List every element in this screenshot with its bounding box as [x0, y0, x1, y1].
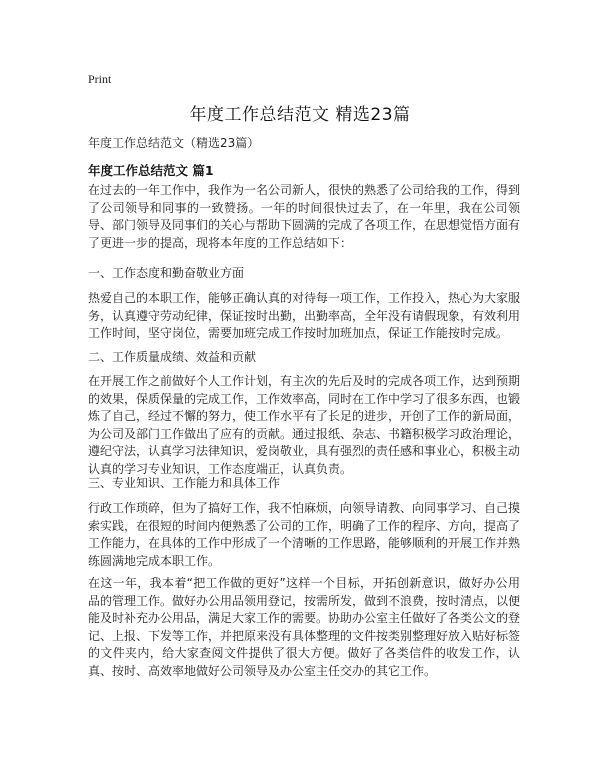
print-link[interactable]: Print [88, 72, 112, 86]
paragraph-skills: 行政工作琐碎，但为了搞好工作，我不怕麻烦，向领导请教、向同事学习、自己摸索实践，在很短的时间内便熟悉了公司的工作，明确了工作的程序、方向，提高了工作能力，在具体的工作中形成了一个清晰的工作思路，能够顺利的开展工作并熟练圆满地完成本职工作。 [88, 501, 521, 568]
paragraph-office-work: 在这一年，我本着“把工作做的更好”这样一个目标，开拓创新意识，做好办公用品的管理工作。做好办公用品领用登记，按需所发，做到不浪费，按时清点，以便能及时补充办公用品，满足大家工作的需要。协助办公室主任做好了各类公文的登记、上报、下发等工作，并把原来没有具体整理的文件按类别整理好放入贴好标签的文件夹内，给大家查阅文件提供了很大方便。做好了各类信件的收发工作，认真、按时、高效率地做好公司领导及办公室主任交办的其它工作。 [88, 576, 521, 678]
subhead-attitude: 一、工作态度和勤奋敬业方面 [88, 266, 245, 280]
paragraph-intro: 在过去的一年工作中，我作为一名公司新人，很快的熟悉了公司给我的工作，得到了公司领导和同事的一致赞扬。一年的时间很快过去了，在一年里，我在公司领导、部门领导及同事们的关心与帮助下圆满的完成了各项工作，在思想觉悟方面有了更进一步的提高，现将本年度的工作总结如下： [88, 183, 521, 250]
subhead-quality: 二、工作质量成绩、效益和贡献 [88, 350, 257, 364]
paragraph-attitude: 热爱自己的本职工作，能够正确认真的对待每一项工作，工作投入，热心为大家服务，认真遵守劳动纪律，保证按时出勤，出勤率高，全年没有请假现象，有效利用工作时间，坚守岗位，需要加班完成工作按时加班加点，保证工作能按时完成。 [88, 291, 521, 340]
paragraph-quality: 在开展工作之前做好个人工作计划，有主次的先后及时的完成各项工作，达到预期的效果，保质保量的完成工作，工作效率高，同时在工作中学习了很多东西，也锻炼了自己，经过不懈的努力，使工作水平有了长足的进步，开创了工作的新局面，为公司及部门工作做出了应有的贡献。通过报纸、杂志、书籍积极学习政治理论，遵纪守法，认真学习法律知识，爱岗敬业，具有强烈的责任感和事业心，积极主动认真的学习专业知识，工作态度端正，认真负责。 [88, 374, 521, 476]
section-heading: 年度工作总结范文 篇1 [88, 163, 214, 178]
document-subtitle: 年度工作总结范文（精选23篇） [88, 136, 260, 150]
document-title: 年度工作总结范文 精选23篇 [189, 105, 411, 125]
subhead-skills: 三、专业知识、工作能力和具体工作 [88, 476, 281, 490]
